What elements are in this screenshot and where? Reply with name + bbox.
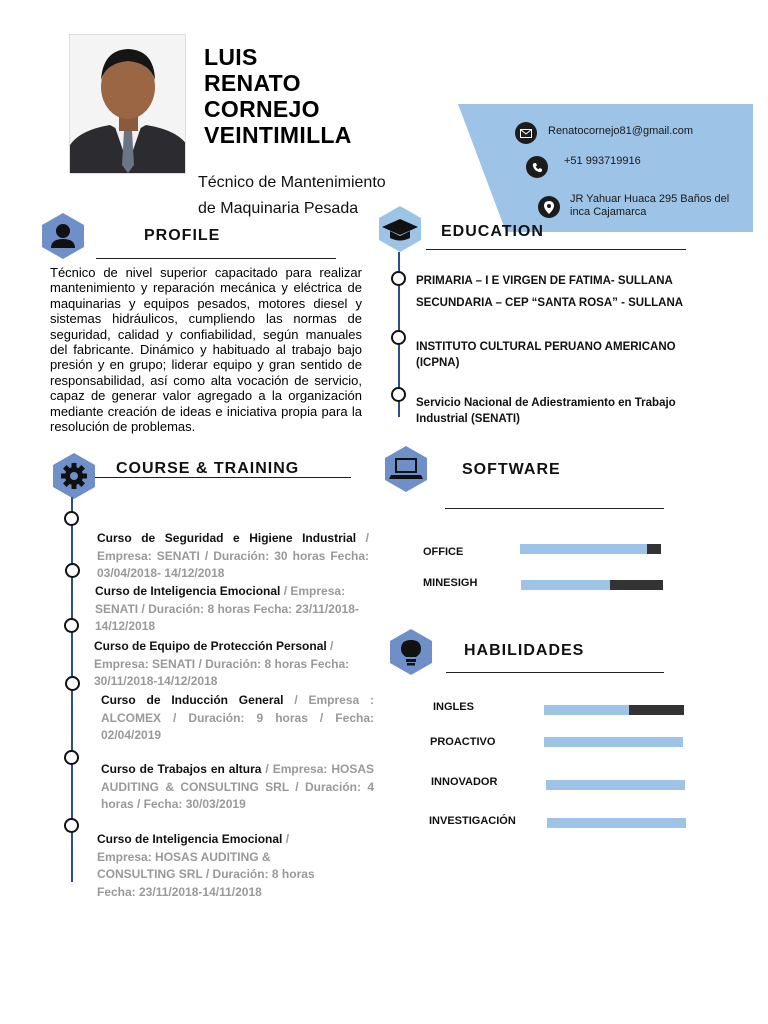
email-icon: [515, 122, 537, 144]
profile-divider: [96, 258, 336, 259]
skill-bar: [544, 737, 683, 747]
role-line: de Maquinaria Pesada: [198, 200, 359, 217]
name-line: LUIS: [204, 44, 258, 70]
course-item: [101, 692, 374, 745]
education-item: PRIMARIA – I E VIRGEN DE FATIMA- SULLANA: [416, 275, 673, 287]
timeline-dot: [391, 330, 406, 345]
software-bar-fill: [520, 544, 647, 554]
gear-icon: [50, 452, 98, 500]
role-line: Técnico de Mantenimiento: [198, 174, 386, 191]
skill-bar-fill: [544, 737, 683, 747]
phone-text: +51 993719916: [564, 155, 641, 167]
course-item: [94, 638, 366, 691]
software-label: MINESIGH: [423, 577, 478, 589]
laptop-icon: [382, 445, 430, 493]
name-line: CORNEJO: [204, 96, 320, 122]
education-item: SECUNDARIA – CEP “SANTA ROSA” - SULLANA: [416, 297, 684, 309]
skill-bar-fill: [546, 780, 685, 790]
skill-label: INGLES: [433, 701, 474, 713]
person-icon: [39, 212, 87, 260]
timeline-dot: [64, 818, 79, 833]
course-item: [97, 530, 369, 583]
software-label: OFFICE: [423, 546, 464, 558]
course-details: / Empresa: HOSAS AUDITING & CONSULTING SRL / Duración: 8 horas Fecha: 23/11/2018-14/11/2018: [97, 832, 315, 899]
lightbulb-icon: [387, 628, 435, 676]
graduation-cap-icon: [376, 205, 424, 253]
course-title: Curso de Seguridad e Higiene Industrial: [97, 531, 357, 545]
timeline-dot: [65, 563, 80, 578]
courses-divider: [95, 477, 351, 478]
course-details: / Empresa: SENATI / Duración: 8 horas Fecha: 30/11/2018-14/12/2018: [94, 639, 350, 688]
software-heading: SOFTWARE: [462, 461, 561, 478]
name-line: RENATO: [204, 70, 301, 96]
address-text: JR Yahuar Huaca 295 Baños del inca Cajamarca: [570, 193, 730, 218]
profile-photo: [69, 34, 186, 174]
skills-heading: HABILIDADES: [464, 642, 585, 659]
location-pin-icon: [538, 196, 560, 218]
software-bar: [520, 544, 661, 554]
course-item: [95, 583, 367, 636]
course-title: Curso de Inducción General: [101, 693, 284, 707]
skill-label: PROACTIVO: [430, 736, 496, 748]
contact-panel: [458, 104, 753, 232]
education-divider: [426, 249, 686, 250]
course-details: / Empresa: SENATI / Duración: 8 horas Fecha: 23/11/2018-14/12/2018: [95, 584, 359, 633]
education-item: INSTITUTO CULTURAL PERUANO AMERICANO (ICPNA): [416, 341, 676, 369]
software-bar: [521, 580, 663, 590]
timeline-dot: [391, 387, 406, 402]
email-text[interactable]: Renatocornejo81@gmail.com: [548, 125, 694, 137]
skills-divider: [446, 672, 664, 673]
software-bar-fill: [521, 580, 610, 590]
skill-bar-fill: [544, 705, 629, 715]
skill-bar: [547, 818, 686, 828]
timeline-dot: [65, 676, 80, 691]
profile-heading: PROFILE: [144, 227, 221, 244]
timeline-dot: [64, 750, 79, 765]
course-item: [97, 831, 347, 901]
course-item: [101, 761, 374, 814]
skill-bar-fill: [547, 818, 686, 828]
course-title: Curso de Trabajos en altura: [101, 762, 262, 776]
full-name: [204, 44, 444, 148]
timeline-dot: [64, 511, 79, 526]
name-line: VEINTIMILLA: [204, 122, 352, 148]
course-title: Curso de Inteligencia Emocional: [97, 832, 283, 846]
course-title: Curso de Inteligencia Emocional: [95, 584, 281, 598]
skill-bar: [544, 705, 684, 715]
profile-text: Técnico de nivel superior capacitado para realizar mantenimiento y reparación mecánica y eléctrica de maquinarias y equipos pesados, motores diesel y sistemas hidráulicos, cumpliendo las normas de seguridad, calidad y confiabilidad, según manuales del fabricante. Dinámico y habituado al trabajo bajo presión y en grupo; liderar equipo y gran sentido de responsabilidad, así como alta vocación de servicio, capaz de generar valor agregado a la organización mediante creación de ideas e iniciativa propia para la resolución de problemas.: [50, 265, 362, 435]
timeline-dot: [64, 618, 79, 633]
timeline-dot: [391, 271, 406, 286]
skill-bar: [546, 780, 685, 790]
course-details: / Empresa: HOSAS AUDITING & CONSULTING SRL / Duración: 4 horas / Fecha: 30/03/2019: [101, 762, 375, 811]
phone-icon: [526, 156, 548, 178]
education-heading: EDUCATION: [441, 223, 544, 240]
skill-label: INNOVADOR: [431, 776, 498, 788]
courses-heading: COURSE & TRAINING: [116, 460, 300, 477]
education-item: Servicio Nacional de Adiestramiento en Trabajo Industrial (SENATI): [416, 397, 676, 425]
course-title: Curso de Equipo de Protección Personal: [94, 639, 327, 653]
course-details: / Empresa : ALCOMEX / Duración: 9 horas / Fecha: 02/04/2019: [101, 693, 374, 742]
software-divider: [445, 508, 664, 509]
course-details: / Empresa: SENATI / Duración: 30 horas Fecha: 03/04/2018- 14/12/2018: [97, 531, 369, 580]
skill-label: INVESTIGACIÓN: [429, 815, 516, 827]
